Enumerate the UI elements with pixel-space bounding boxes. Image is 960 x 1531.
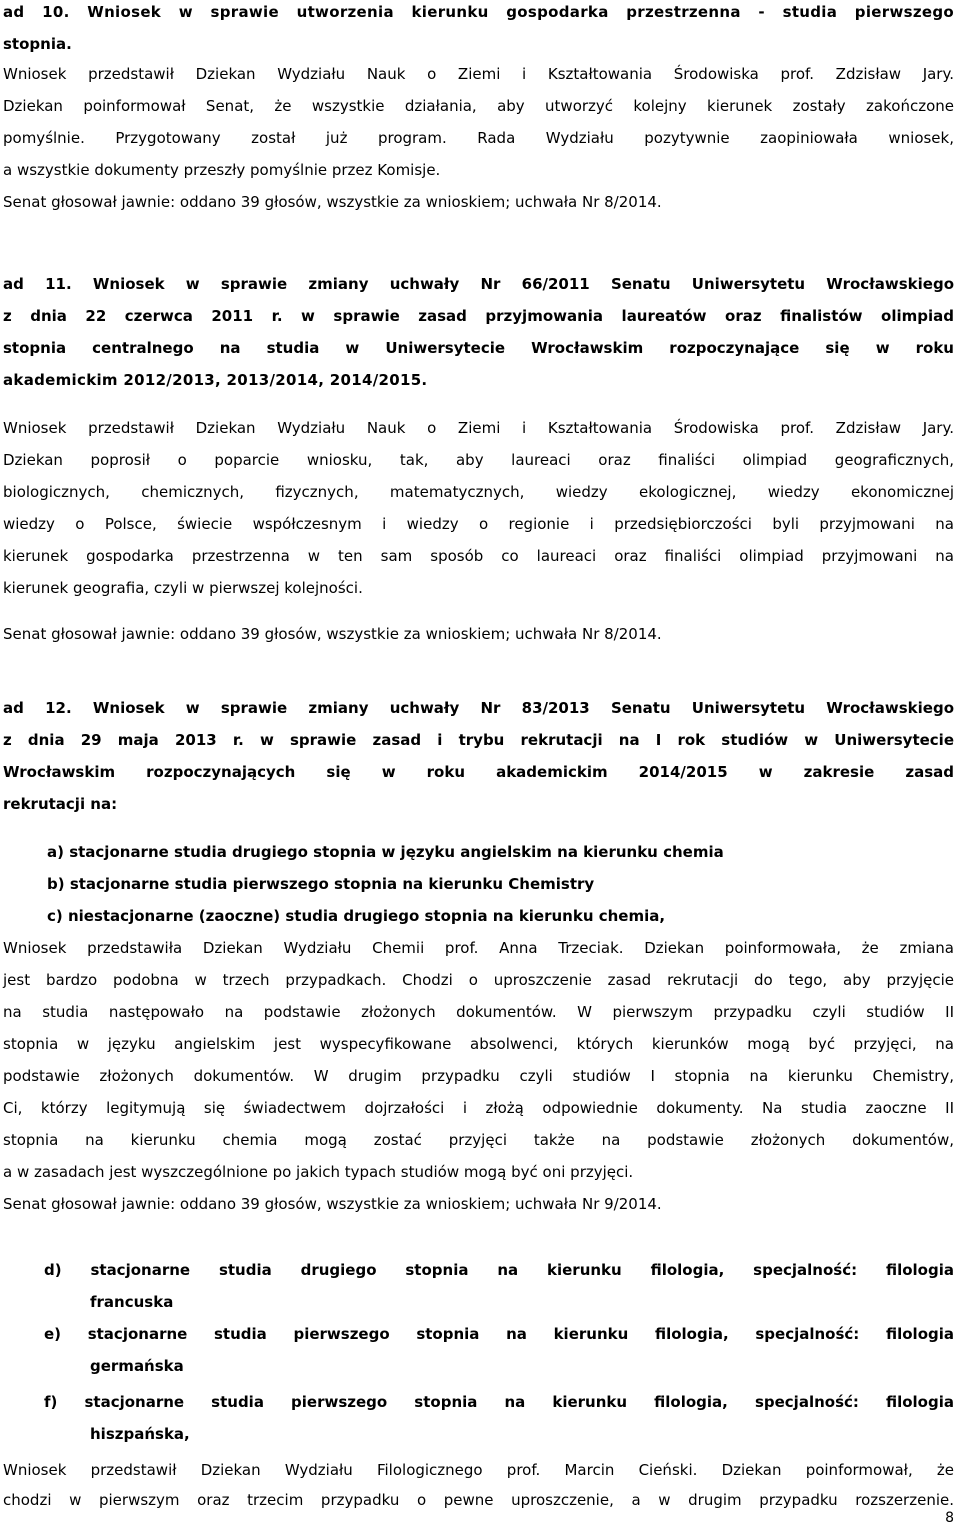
item11-vote: Senat głosował jawnie: oddano 39 głosów, wszystkie za wnioskiem; uchwała Nr 8/2014. xyxy=(3,625,662,643)
item11-heading-line: z dnia 22 czerwca 2011 r. w sprawie zasad przyjmowania laureatów oraz finalistów olimpiad xyxy=(3,307,954,325)
item12-list-item-f-cont: hiszpańska, xyxy=(90,1425,190,1443)
item12-list-item-e: e) stacjonarne studia pierwszego stopnia na kierunku filologia, specjalność: filologia xyxy=(44,1325,954,1343)
item12-body-line: Ci, którzy legitymują się świadectwem dojrzałości i złożą odpowiednie dokumenty. Na studia zaoczne II xyxy=(3,1099,954,1117)
item12-body-line: na studia następowało na podstawie złożonych dokumentów. W pierwszym przypadku czyli studiów II xyxy=(3,1003,954,1021)
item12-heading-line: ad 12. Wniosek w sprawie zmiany uchwały Nr 83/2013 Senatu Uniwersytetu Wrocławskiego xyxy=(3,699,954,717)
item12-list-item-d: d) stacjonarne studia drugiego stopnia na kierunku filologia, specjalność: filologia xyxy=(44,1261,954,1279)
item10-body-line: pomyślnie. Przygotowany został już program. Rada Wydziału pozytywnie zaopiniowała wniosek, xyxy=(3,129,954,147)
page-number: 8 xyxy=(945,1510,954,1526)
item12-heading-line: rekrutacji na: xyxy=(3,795,118,813)
item10-heading-line2: stopnia. xyxy=(3,35,72,53)
item12-body-line: Wniosek przedstawiła Dziekan Wydziału Chemii prof. Anna Trzeciak. Dziekan poinformowała, że zmiana xyxy=(3,939,954,957)
item11-body-line: kierunek geografia, czyli w pierwszej kolejności. xyxy=(3,579,363,597)
item12-list-item-f: f) stacjonarne studia pierwszego stopnia na kierunku filologia, specjalność: filologia xyxy=(44,1393,954,1411)
item12-body2-line: chodzi w pierwszym oraz trzecim przypadku o pewne uproszczenie, a w drugim przypadku rozszerzenie. xyxy=(3,1491,954,1509)
item11-body-line: wiedzy o Polsce, świecie współczesnym i wiedzy o regionie i przedsiębiorczości byli przyjmowani na xyxy=(3,515,954,533)
item10-body-line: Wniosek przedstawił Dziekan Wydziału Nauk o Ziemi i Kształtowania Środowiska prof. Zdzisław Jary. xyxy=(3,65,954,83)
item11-body-line: kierunek gospodarka przestrzenna w ten sam sposób co laureaci oraz finaliści olimpiad przyjmowani na xyxy=(3,547,954,565)
item11-body-line: Wniosek przedstawił Dziekan Wydziału Nauk o Ziemi i Kształtowania Środowiska prof. Zdzisław Jary. xyxy=(3,419,954,437)
item12-body2-line: Wniosek przedstawił Dziekan Wydziału Filologicznego prof. Marcin Cieński. Dziekan poinformował, że xyxy=(3,1461,954,1479)
item11-body-line: Dziekan poprosił o poparcie wniosku, tak, aby laureaci oraz finaliści olimpiad geograficznych, xyxy=(3,451,954,469)
item12-list-item-c: c) niestacjonarne (zaoczne) studia drugiego stopnia na kierunku chemia, xyxy=(47,907,666,925)
item10-vote: Senat głosował jawnie: oddano 39 głosów, wszystkie za wnioskiem; uchwała Nr 8/2014. xyxy=(3,193,662,211)
item12-heading-line: Wrocławskim rozpoczynających się w roku akademickim 2014/2015 w zakresie zasad xyxy=(3,763,954,781)
item12-list-item-d-cont: francuska xyxy=(90,1293,174,1311)
item12-body-line: stopnia na kierunku chemia mogą zostać przyjęci także na podstawie złożonych dokumentów, xyxy=(3,1131,954,1149)
item11-body-line: biologicznych, chemicznych, fizycznych, matematycznych, wiedzy ekologicznej, wiedzy ekonomicznej xyxy=(3,483,954,501)
item12-body-line: podstawie złożonych dokumentów. W drugim przypadku czyli studiów I stopnia na kierunku Chemistry, xyxy=(3,1067,954,1085)
item12-body-line: stopnia w języku angielskim jest wyspecyfikowane absolwenci, których kierunków mogą być przyjęci, na xyxy=(3,1035,954,1053)
item12-list-item-b: b) stacjonarne studia pierwszego stopnia na kierunku Chemistry xyxy=(47,875,595,893)
item11-heading-line: akademickim 2012/2013, 2013/2014, 2014/2015. xyxy=(3,371,428,389)
item12-body-line: a w zasadach jest wyszczególnione po jakich typach studiów mogą być oni przyjęci. xyxy=(3,1163,634,1181)
item10-body-line: a wszystkie dokumenty przeszły pomyślnie przez Komisje. xyxy=(3,161,441,179)
item10-heading-line1: ad 10. Wniosek w sprawie utworzenia kierunku gospodarka przestrzenna - studia pierwszego xyxy=(3,3,954,21)
item12-list-item-a: a) stacjonarne studia drugiego stopnia w języku angielskim na kierunku chemia xyxy=(47,843,724,861)
item10-body-line: Dziekan poinformował Senat, że wszystkie działania, aby utworzyć kolejny kierunek zostały zakończone xyxy=(3,97,954,115)
item12-list-item-e-cont: germańska xyxy=(90,1357,184,1375)
item11-heading-line: stopnia centralnego na studia w Uniwersytecie Wrocławskim rozpoczynające się w roku xyxy=(3,339,954,357)
item12-vote: Senat głosował jawnie: oddano 39 głosów, wszystkie za wnioskiem; uchwała Nr 9/2014. xyxy=(3,1195,662,1213)
item11-heading-line: ad 11. Wniosek w sprawie zmiany uchwały Nr 66/2011 Senatu Uniwersytetu Wrocławskiego xyxy=(3,275,954,293)
item12-body-line: jest bardzo podobna w trzech przypadkach. Chodzi o uproszczenie zasad rekrutacji do tego, aby przyjęcie xyxy=(3,971,954,989)
item12-heading-line: z dnia 29 maja 2013 r. w sprawie zasad i trybu rekrutacji na I rok studiów w Uniwersytecie xyxy=(3,731,954,749)
